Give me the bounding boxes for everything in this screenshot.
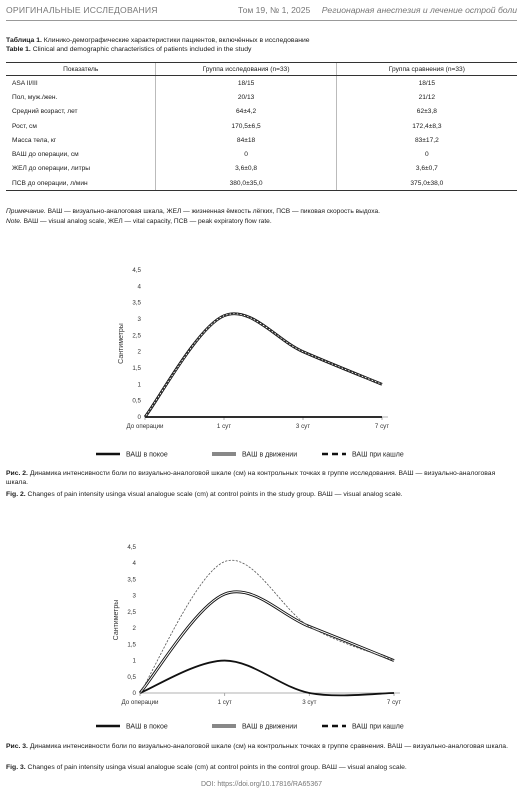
table-header-row (6, 63, 517, 76)
table-row (6, 147, 517, 161)
table-cell: 18/15 (156, 76, 336, 91)
table-row (6, 162, 517, 176)
table-row (6, 119, 517, 133)
fig2-label-en: Fig. 2. (6, 491, 26, 498)
table1-note-en (6, 217, 272, 227)
table-header-cell: Показатель (6, 63, 156, 76)
table-cell: 170,5±6,5 (156, 119, 336, 133)
y-tick-label: 1,5 (127, 641, 136, 649)
fig3-label-ru: Рис. 3. (6, 743, 28, 750)
table-cell: 20/13 (156, 90, 336, 104)
table1-title-en: Clinical and demographic characteristics of patients included in the study (32, 46, 252, 53)
table-cell: 375,0±38,0 (336, 176, 517, 191)
table-cell: 62±3,8 (336, 105, 517, 119)
fig2-text-ru: Динамика интенсивности боли по визуально-аналоговой шкале (см) на контрольных точках в группе исследования. ВАШ — визуально-аналоговая шкала. (6, 470, 496, 486)
table-row (6, 90, 517, 104)
table-cell: 18/15 (336, 76, 517, 91)
y-axis-label: Сантиметры (113, 599, 120, 641)
y-tick-label: 4,5 (132, 267, 141, 274)
note-label-ru: Примечание. (6, 208, 46, 215)
y-tick-label: 2,5 (132, 332, 141, 340)
doi-footer: DOI: https://doi.org/10.17816/RA65367 (200, 781, 323, 788)
fig3-label-en: Fig. 3. (6, 764, 26, 771)
table1-label-ru: Таблица 1. (6, 37, 42, 44)
y-tick-label: 4,5 (127, 544, 136, 551)
table-cell: 0 (336, 147, 517, 161)
table1-note-ru (6, 207, 380, 217)
y-tick-label: 0 (132, 690, 136, 697)
x-tick-label: До операции (126, 423, 164, 430)
legend-label: ВАШ при кашле (352, 451, 404, 459)
y-tick-label: 2,5 (127, 608, 136, 616)
x-tick-label: 3 сут (302, 699, 317, 706)
table1-caption-en (6, 45, 251, 54)
table-cell: 3,6±0,8 (156, 162, 336, 176)
legend-label: ВАШ в движении (242, 451, 298, 459)
figure2-caption-en (6, 490, 517, 499)
legend-label: ВАШ при кашле (352, 723, 404, 731)
running-header (6, 5, 517, 19)
x-tick-label: 7 сут (374, 423, 390, 430)
header-rule (6, 20, 517, 21)
y-tick-label: 2 (137, 348, 141, 356)
fig3-text-en: Changes of pain intensity usinga visual analogue scale (cm) at control points in the control group. ВАШ — visual analog scale. (27, 764, 407, 771)
x-tick-label: 1 сут (216, 423, 232, 430)
fig2-label-ru: Рис. 2. (6, 470, 28, 477)
volume-info: Том 19, № 1, 2025 (238, 5, 311, 15)
x-tick-label: До операции (121, 699, 159, 706)
table-header-cell: Группа исследования (n=33) (156, 63, 336, 76)
y-tick-label: 4 (137, 283, 141, 291)
y-axis-label: Сантиметры (118, 323, 125, 364)
table-row (6, 176, 517, 191)
table-header-cell: Группа сравнения (n=33) (336, 63, 517, 76)
table-cell: 172,4±8,3 (336, 119, 517, 133)
table-cell: ВАШ до операции, см (12, 151, 79, 159)
table-cell: Рост, см (12, 122, 37, 130)
series-line-movement-inner (145, 314, 382, 417)
table-cell: Средний возраст, лет (12, 108, 78, 116)
table-row (6, 133, 517, 147)
legend-label: ВАШ в движении (242, 723, 298, 731)
y-tick-label: 1 (132, 657, 136, 665)
y-tick-label: 3 (132, 592, 136, 600)
table-row (6, 105, 517, 119)
journal-title: Регионарная анестезия и лечение острой боли (321, 5, 517, 15)
series-line-movement (145, 314, 382, 417)
y-tick-label: 4 (132, 560, 136, 568)
figure2-caption-ru (6, 469, 517, 487)
figure3-caption-ru (6, 742, 517, 751)
table1 (6, 62, 517, 191)
table-cell: 83±17,2 (336, 133, 517, 147)
y-tick-label: 0,5 (132, 397, 141, 405)
note-text-en: ВАШ — visual analog scale, ЖЕЛ — vital capacity, ПСВ — peak expiratory flow rate. (23, 218, 272, 225)
table-cell: ASA II/III (12, 79, 38, 87)
table-cell: 21/12 (336, 90, 517, 104)
table1-caption-ru (6, 36, 310, 45)
table-cell: ЖЕЛ до операции, литры (12, 165, 90, 173)
y-tick-label: 3,5 (132, 299, 141, 307)
table-cell: Масса тела, кг (12, 136, 57, 144)
series-line-cough (145, 314, 382, 417)
series-line-rest (140, 661, 394, 696)
y-tick-label: 0,5 (127, 673, 136, 681)
note-label-en: Note. (6, 218, 22, 225)
table-cell: 0 (156, 147, 336, 161)
series-line-movement (140, 592, 394, 693)
y-tick-label: 2 (132, 625, 136, 633)
series-line-cough (140, 560, 394, 693)
table1-title-ru: Клинико-демографические характеристики пациентов, включённых в исследование (43, 37, 310, 44)
note-text-ru: ВАШ — визуально-аналоговая шкала, ЖЕЛ — жизненная ёмкость лёгких, ПСВ — пиковая скорость выдоха. (47, 208, 380, 215)
table-row (6, 76, 517, 91)
y-tick-label: 0 (137, 414, 141, 421)
x-tick-label: 1 сут (217, 699, 232, 706)
x-tick-label: 7 сут (386, 699, 402, 706)
fig2-text-en: Changes of pain intensity usinga visual analogue scale (cm) at control points in the study group. ВАШ — visual analog scale. (27, 491, 403, 498)
fig3-text-ru: Динамика интенсивности боли по визуально-аналоговой шкале (см) на контрольных точках в группе сравнения. ВАШ — визуально-аналоговая шкала. (29, 743, 508, 750)
legend-label: ВАШ в покое (126, 451, 168, 459)
y-tick-label: 3 (137, 316, 141, 323)
figure2-chart (0, 258, 523, 464)
table-cell: 64±4,2 (156, 105, 336, 119)
table-cell: 380,0±35,0 (156, 176, 336, 191)
figure3-caption-en (6, 763, 517, 772)
table-cell: Пол, муж./жен. (12, 93, 58, 101)
y-tick-label: 3,5 (127, 576, 136, 584)
y-tick-label: 1 (137, 381, 141, 389)
legend-label: ВАШ в покое (126, 723, 168, 731)
x-tick-label: 3 сут (295, 423, 311, 430)
table1-label-en: Table 1. (6, 46, 31, 53)
figure3-chart (0, 536, 523, 736)
table-cell: 84±18 (156, 133, 336, 147)
table-cell: 3,6±0,7 (336, 162, 517, 176)
y-tick-label: 1,5 (132, 365, 141, 372)
section-name: ОРИГИНАЛЬНЫЕ ИССЛЕДОВАНИЯ (6, 5, 158, 15)
table-cell: ПСВ до операции, л/мин (6, 176, 156, 191)
